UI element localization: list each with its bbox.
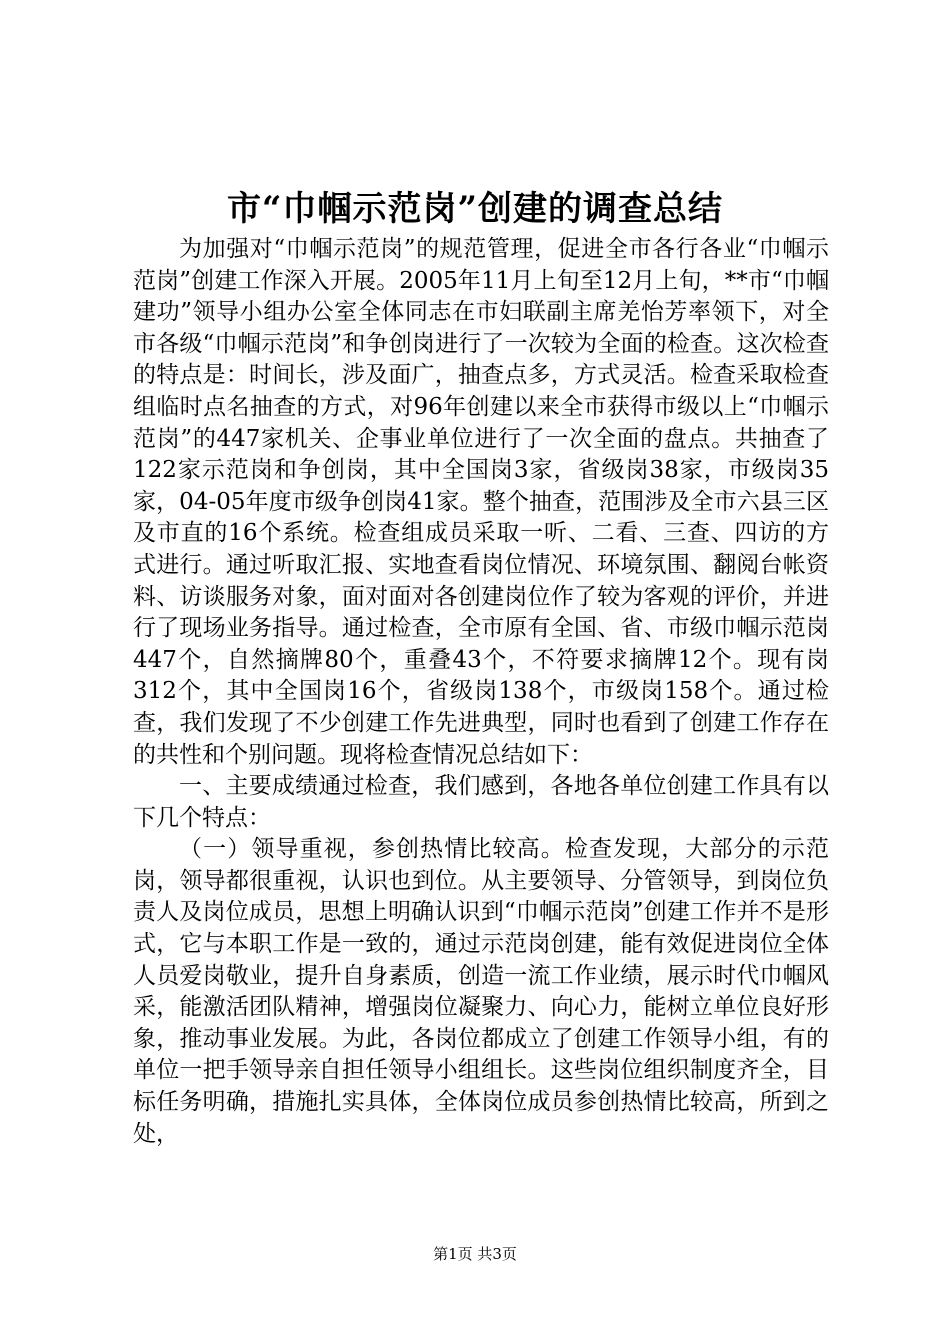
document-title: 市“巾帼示范岗”创建的调查总结 [226, 189, 724, 229]
page-footer: 第1页 共3页 [433, 1245, 517, 1263]
paragraph-point-one: （一）领导重视，参创热情比较高。检查发现，大部分的示范岗，领导都很重视，认识也到位。从主要领导、分管领导，到岗位负责人及岗位成员，思想上明确认识到“巾帼示范岗”创建工作并不是形式，它与本职工作是一致的，通过示范岗创建，能有效促进岗位全体人员爱岗敬业，提升自身素质，创造一流工作业绩，展示时代巾帼风采，能激活团队精神，增强岗位凝聚力、向心力，能树立单位良好形象，推动事业发展。为此，各岗位都成立了创建工作领导小组，有的单位一把手领导亲自担任领导小组组长。这些岗位组织制度齐全，目标任务明确，措施扎实具体，全体岗位成员参创热情比较高，所到之处， [133, 836, 829, 1147]
paragraph-section-heading: 一、主要成绩通过检查，我们感到，各地各单位创建工作具有以下几个特点： [133, 773, 829, 831]
paragraph-intro: 为加强对“巾帼示范岗”的规范管理，促进全市各行各业“巾帼示范岗”创建工作深入开展。2005年11月上旬至12月上旬，**市“巾帼建功”领导小组办公室全体同志在市妇联副主席羌怡芳率领下，对全市各级“巾帼示范岗”和争创岗进行了一次较为全面的检查。这次检查的特点是：时间长，涉及面广，抽查点多，方式灵活。检查采取检查组临时点名抽查的方式，对96年创建以来全市获得市级以上“巾帼示范岗”的447家机关、企事业单位进行了一次全面的盘点。共抽查了122家示范岗和争创岗，其中全国岗3家，省级岗38家，市级岗35家，04-05年度市级争创岗41家。整个抽查，范围涉及全市六县三区及市直的16个系统。检查组成员采取一听、二看、三查、四访的方式进行。通过听取汇报、实地查看岗位情况、环境氛围、翻阅台帐资料、访谈服务对象，面对面对各创建岗位作了较为客观的评价，并进行了现场业务指导。通过检查，全市原有全国、省、市级巾帼示范岗447个，自然摘牌80个，重叠43个，不符要求摘牌12个。现有岗312个，其中全国岗16个，省级岗138个，市级岗158个。通过检查，我们发现了不少创建工作先进典型，同时也看到了创建工作存在的共性和个别问题。现将检查情况总结如下： [133, 236, 829, 768]
document-body [133, 234, 829, 1150]
